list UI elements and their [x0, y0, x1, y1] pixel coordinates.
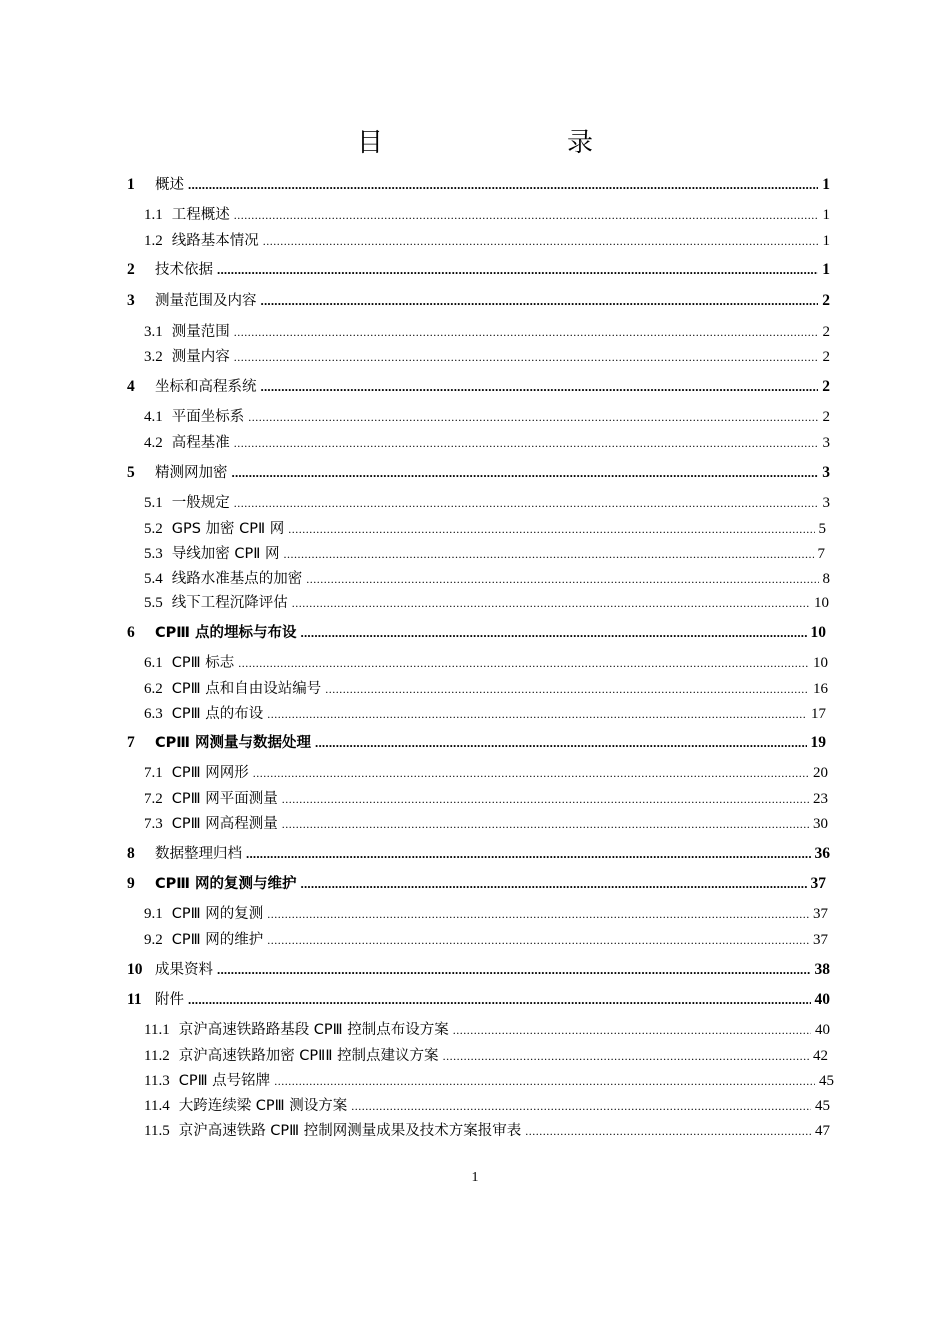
toc-entry-page: 2 — [822, 292, 830, 309]
toc-entry-page: 17 — [811, 706, 826, 722]
toc-section-entry[interactable] — [144, 1069, 834, 1090]
dot-leader — [267, 933, 809, 948]
toc-entry-page: 5 — [818, 521, 826, 537]
toc-entry-number: 6.3 — [144, 706, 163, 722]
toc-entry-number: 6.2 — [144, 681, 163, 697]
dot-leader — [261, 293, 819, 309]
toc-section-entry[interactable] — [144, 320, 830, 341]
dot-leader — [288, 522, 814, 537]
toc-entry-page: 37 — [813, 932, 828, 948]
toc-entry-page: 47 — [815, 1123, 830, 1139]
toc-entry-number: 11 — [127, 991, 142, 1008]
toc-entry-page: 16 — [813, 681, 828, 697]
toc-section-entry[interactable] — [144, 651, 828, 672]
toc-entry-number: 10 — [127, 961, 143, 978]
toc-section-entry[interactable] — [144, 677, 828, 698]
toc-entry-page: 3 — [822, 464, 830, 481]
dot-leader — [351, 1099, 811, 1114]
toc-entry-title: 一般规定 — [171, 495, 230, 511]
toc-entry-number: 5.5 — [144, 595, 163, 611]
toc-chapter-entry[interactable] — [127, 461, 830, 482]
toc-entry-title: 工程概述 — [171, 207, 230, 223]
dot-leader — [282, 817, 809, 832]
toc-entry-number: 5.1 — [144, 495, 163, 511]
toc-entry-title: 附件 — [155, 992, 184, 1008]
toc-entry-title: 大跨连续梁 CPⅢ 测设方案 — [178, 1098, 348, 1114]
toc-entry-title: 线下工程沉降评估 — [171, 595, 288, 611]
toc-entry-page: 3 — [822, 435, 830, 451]
toc-section-entry[interactable] — [144, 812, 828, 833]
dot-leader — [274, 1074, 815, 1089]
toc-entry-page: 37 — [813, 906, 828, 922]
toc-entry-page: 2 — [822, 349, 830, 365]
toc-entry-number: 1.2 — [144, 233, 163, 249]
toc-entry-title: 坐标和高程系统 — [155, 379, 257, 395]
toc-entry-number: 11.3 — [144, 1073, 170, 1089]
toc-entry-number: 5.3 — [144, 546, 163, 562]
dot-leader — [253, 766, 809, 781]
toc-entry-number: 6 — [127, 624, 135, 641]
toc-entry-page: 19 — [810, 734, 826, 751]
toc-entry-page: 1 — [822, 176, 830, 193]
toc-entry-page: 10 — [810, 624, 826, 641]
toc-chapter-entry[interactable] — [127, 258, 830, 279]
toc-chapter-entry[interactable] — [127, 173, 830, 194]
toc-chapter-entry[interactable] — [127, 289, 830, 310]
toc-entry-title: 导线加密 CPⅡ 网 — [171, 546, 280, 562]
toc-section-entry[interactable] — [144, 702, 826, 723]
toc-entry-title: 京沪高速铁路路基段 CPⅢ 控制点布设方案 — [178, 1022, 449, 1038]
dot-leader — [246, 846, 811, 862]
toc-section-entry[interactable] — [144, 591, 829, 612]
dot-leader — [283, 547, 813, 562]
toc-entry-title: 京沪高速铁路加密 CPⅡⅡ 控制点建议方案 — [178, 1048, 439, 1064]
toc-entry-title: CPⅢ 网测量与数据处理 — [155, 735, 312, 751]
toc-section-entry[interactable] — [144, 542, 825, 563]
toc-entry-page: 45 — [819, 1073, 834, 1089]
toc-entry-title: CPⅢ 点的埋标与布设 — [155, 625, 297, 641]
toc-entry-title: CPⅢ 标志 — [171, 655, 235, 671]
dot-leader — [306, 572, 818, 587]
dot-leader — [188, 177, 818, 193]
toc-entry-page: 40 — [815, 1022, 830, 1038]
dot-leader — [234, 436, 819, 451]
toc-entry-number: 7.1 — [144, 765, 163, 781]
toc-section-entry[interactable] — [144, 928, 828, 949]
toc-entry-title: 平面坐标系 — [171, 409, 245, 425]
toc-entry-number: 5 — [127, 464, 135, 481]
toc-entry-number: 7.2 — [144, 791, 163, 807]
toc-entry-number: 5.2 — [144, 521, 163, 537]
dot-leader — [453, 1023, 811, 1038]
dot-leader — [315, 735, 806, 751]
toc-entry-number: 1.1 — [144, 207, 163, 223]
toc-entry-number: 11.5 — [144, 1123, 170, 1139]
dot-leader — [234, 325, 819, 340]
toc-entry-page: 37 — [810, 875, 826, 892]
dot-leader — [234, 496, 819, 511]
toc-entry-number: 9.2 — [144, 932, 163, 948]
dot-leader — [238, 656, 809, 671]
toc-entry-page: 45 — [815, 1098, 830, 1114]
toc-entry-title: 成果资料 — [155, 962, 213, 978]
dot-leader — [301, 625, 807, 641]
toc-entry-title: 测量内容 — [171, 349, 230, 365]
toc-section-entry[interactable] — [144, 902, 828, 923]
toc-entry-page: 7 — [817, 546, 825, 562]
toc-entry-title: CPⅢ 网的复测 — [171, 906, 264, 922]
toc-entry-page: 1 — [822, 261, 830, 278]
toc-section-entry[interactable] — [144, 761, 828, 782]
toc-entry-title: GPS 加密 CPⅡ 网 — [171, 521, 285, 537]
toc-entry-page: 23 — [813, 791, 828, 807]
toc-entry-number: 4.1 — [144, 409, 163, 425]
toc-section-entry[interactable] — [144, 203, 830, 224]
toc-section-entry[interactable] — [144, 517, 826, 538]
dot-leader — [267, 707, 807, 722]
toc-entry-number: 7 — [127, 734, 135, 751]
toc-entry-title: 线路水准基点的加密 — [171, 571, 303, 587]
toc-entry-page: 42 — [813, 1048, 828, 1064]
dot-leader — [234, 208, 819, 223]
toc-entry-page: 1 — [822, 233, 830, 249]
toc-entry-page: 8 — [822, 571, 830, 587]
toc-section-entry[interactable] — [144, 491, 830, 512]
toc-section-entry[interactable] — [144, 1018, 830, 1039]
toc-entry-number: 3.2 — [144, 349, 163, 365]
toc-entry-title: CPⅢ 点号铭牌 — [178, 1073, 271, 1089]
toc-entry-page: 2 — [822, 409, 830, 425]
toc-entry-title: 数据整理归档 — [155, 846, 242, 862]
toc-entry-page: 10 — [814, 595, 829, 611]
dot-leader — [325, 682, 809, 697]
toc-entry-title: 测量范围及内容 — [155, 293, 257, 309]
toc-entry-page: 10 — [813, 655, 828, 671]
toc-entry-title: CPⅢ 网的维护 — [171, 932, 264, 948]
toc-section-entry[interactable] — [144, 787, 828, 808]
toc-section-entry[interactable] — [144, 229, 830, 250]
toc-entry-title: 技术依据 — [155, 262, 213, 278]
toc-entry-number: 5.4 — [144, 571, 163, 587]
toc-section-entry[interactable] — [144, 431, 830, 452]
dot-leader — [282, 792, 809, 807]
toc-title: 目 录 — [356, 128, 637, 158]
dot-leader — [217, 962, 811, 978]
page-number: 1 — [471, 1170, 479, 1185]
toc-entry-number: 2 — [127, 261, 135, 278]
toc-entry-page: 2 — [822, 378, 830, 395]
dot-leader — [292, 596, 810, 611]
toc-chapter-entry[interactable] — [127, 375, 830, 396]
dot-leader — [248, 410, 818, 425]
dot-leader — [267, 907, 809, 922]
toc-entry-number: 8 — [127, 845, 135, 862]
toc-chapter-entry[interactable] — [127, 731, 826, 752]
dot-leader — [525, 1124, 811, 1139]
dot-leader — [443, 1049, 809, 1064]
toc-chapter-entry[interactable] — [127, 988, 830, 1009]
toc-entry-number: 4 — [127, 378, 135, 395]
toc-entry-page: 2 — [822, 324, 830, 340]
toc-section-entry[interactable] — [144, 1044, 828, 1065]
toc-chapter-entry[interactable] — [127, 872, 826, 893]
toc-entry-number: 3 — [127, 292, 135, 309]
toc-entry-title: CPⅢ 网高程测量 — [171, 816, 278, 832]
toc-entry-title: CPⅢ 点的布设 — [171, 706, 264, 722]
toc-section-entry[interactable] — [144, 405, 830, 426]
toc-entry-page: 20 — [813, 765, 828, 781]
toc-chapter-entry[interactable] — [127, 958, 830, 979]
toc-entry-title: CPⅢ 点和自由设站编号 — [171, 681, 322, 697]
toc-entry-number: 1 — [127, 176, 135, 193]
toc-entry-page: 38 — [814, 961, 830, 978]
toc-entry-title: 精测网加密 — [155, 465, 228, 481]
toc-entry-number: 11.2 — [144, 1048, 170, 1064]
toc-entry-page: 40 — [814, 991, 830, 1008]
dot-leader — [234, 350, 819, 365]
toc-chapter-entry[interactable] — [127, 621, 826, 642]
toc-section-entry[interactable] — [144, 1094, 830, 1115]
toc-entry-page: 30 — [813, 816, 828, 832]
toc-chapter-entry[interactable] — [127, 842, 830, 863]
toc-entry-title: 概述 — [155, 177, 184, 193]
toc-entry-number: 9 — [127, 875, 135, 892]
toc-entry-title: 测量范围 — [171, 324, 230, 340]
dot-leader — [261, 379, 819, 395]
toc-entry-page: 36 — [814, 845, 830, 862]
dot-leader — [301, 876, 807, 892]
dot-leader — [217, 262, 818, 278]
toc-section-entry[interactable] — [144, 1119, 830, 1140]
dot-leader — [232, 465, 819, 481]
dot-leader — [188, 992, 811, 1008]
toc-entry-number: 7.3 — [144, 816, 163, 832]
toc-entry-number: 11.4 — [144, 1098, 170, 1114]
toc-entry-title: 京沪高速铁路 CPⅢ 控制网测量成果及技术方案报审表 — [178, 1123, 522, 1139]
toc-section-entry[interactable] — [144, 345, 830, 366]
toc-entry-title: 高程基准 — [171, 435, 230, 451]
toc-entry-title: CPⅢ 网平面测量 — [171, 791, 278, 807]
toc-entry-number: 11.1 — [144, 1022, 170, 1038]
toc-entry-title: CPⅢ 网网形 — [171, 765, 249, 781]
toc-section-entry[interactable] — [144, 567, 830, 588]
toc-entry-number: 6.1 — [144, 655, 163, 671]
dot-leader — [263, 234, 819, 249]
toc-entry-page: 1 — [822, 207, 830, 223]
toc-entry-number: 9.1 — [144, 906, 163, 922]
toc-entry-number: 3.1 — [144, 324, 163, 340]
toc-entry-page: 3 — [822, 495, 830, 511]
toc-entry-number: 4.2 — [144, 435, 163, 451]
toc-entry-title: 线路基本情况 — [171, 233, 259, 249]
toc-entry-title: CPⅢ 网的复测与维护 — [155, 876, 297, 892]
